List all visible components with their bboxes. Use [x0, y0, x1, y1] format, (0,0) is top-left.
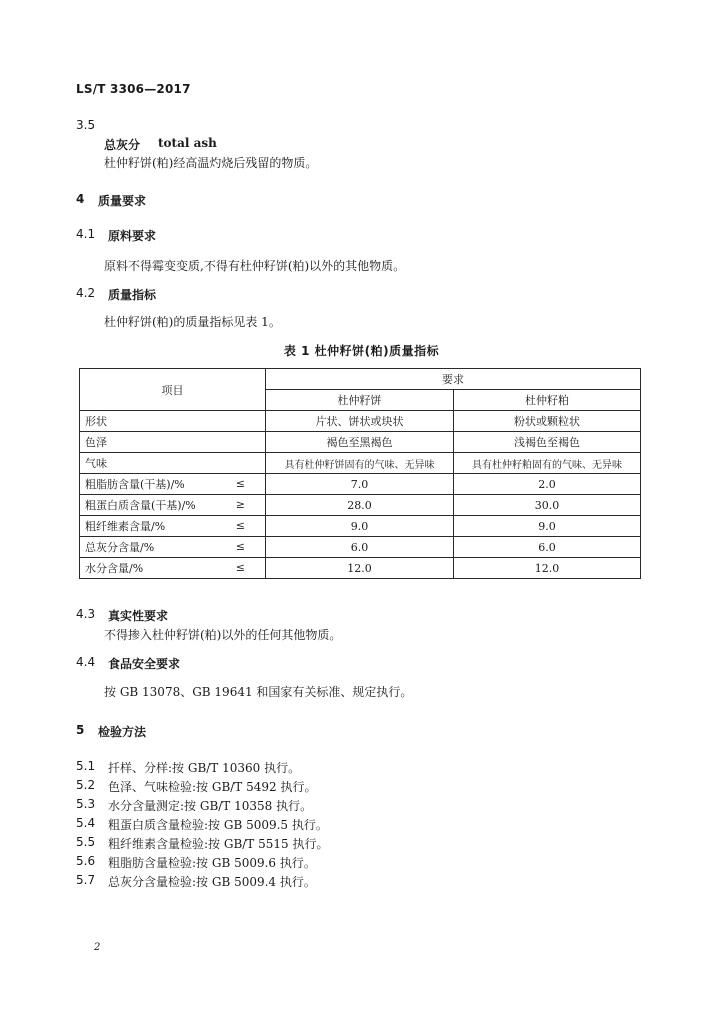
clause-4-3-text: 不得掺入杜仲籽饼(粕)以外的任何其他物质。	[104, 628, 342, 642]
method-number: 5.1	[76, 759, 96, 773]
method-text: 色泽、气味检验:按 GB/T 5492 执行。	[108, 780, 317, 794]
row-meal-value: 12.0	[454, 558, 641, 579]
row-meal-value: 浅褐色至褐色	[454, 432, 641, 453]
clause-4-2-title: 质量指标	[108, 288, 157, 302]
clause-4-4-title: 食品安全要求	[108, 657, 181, 671]
table-row	[80, 453, 641, 474]
row-meal-value: 具有杜仲籽粕固有的气味、无异味	[454, 453, 641, 474]
table-header-cake: 杜仲籽饼	[266, 390, 454, 411]
section-4-number: 4	[76, 192, 85, 206]
comparison-symbol: ≥	[235, 498, 245, 511]
row-item: 水分含量/%	[85, 562, 144, 575]
clause-4-1-number: 4.1	[76, 227, 96, 241]
row-cake-value: 28.0	[266, 495, 454, 516]
table-row	[80, 558, 641, 579]
method-text: 粗脂肪含量检验:按 GB 5009.6 执行。	[108, 856, 316, 870]
method-number: 5.5	[76, 835, 96, 849]
row-item: 粗纤维素含量/%	[85, 520, 166, 533]
row-cake-value: 7.0	[266, 474, 454, 495]
row-item: 色泽	[85, 436, 107, 449]
method-text: 粗蛋白质含量检验:按 GB 5009.5 执行。	[108, 818, 328, 832]
row-meal-value: 2.0	[454, 474, 641, 495]
clause-4-1-title: 原料要求	[108, 229, 157, 243]
row-item: 形状	[85, 415, 107, 428]
table-header-meal: 杜仲籽粕	[454, 390, 641, 411]
section-4-title: 质量要求	[98, 194, 147, 208]
table-row	[80, 516, 641, 537]
page-number: 2	[94, 942, 101, 953]
row-meal-value: 30.0	[454, 495, 641, 516]
row-item: 粗脂肪含量(干基)/%	[85, 478, 185, 491]
comparison-symbol: ≤	[235, 477, 245, 490]
clause-4-2-text: 杜仲籽饼(粕)的质量指标见表 1。	[104, 315, 281, 329]
term-english: total ash	[158, 136, 217, 150]
clause-4-3-number: 4.3	[76, 607, 96, 621]
row-item: 气味	[85, 457, 107, 470]
clause-4-4-number: 4.4	[76, 655, 96, 669]
table-row	[80, 411, 641, 432]
row-cake-value: 9.0	[266, 516, 454, 537]
row-item: 总灰分含量/%	[85, 541, 155, 554]
row-meal-value: 粉状或颗粒状	[454, 411, 641, 432]
clause-4-1-text: 原料不得霉变变质,不得有杜仲籽饼(粕)以外的其他物质。	[104, 259, 406, 273]
clause-4-2-number: 4.2	[76, 286, 96, 300]
method-number: 5.2	[76, 778, 96, 792]
quality-index-table	[79, 368, 641, 579]
method-text: 粗纤维素含量检验:按 GB/T 5515 执行。	[108, 837, 329, 851]
comparison-symbol: ≤	[235, 540, 245, 553]
term-definition: 杜仲籽饼(粕)经高温灼烧后残留的物质。	[104, 156, 318, 170]
comparison-symbol: ≤	[235, 561, 245, 574]
table-row	[80, 474, 641, 495]
row-cake-value: 具有杜仲籽饼固有的气味、无异味	[266, 453, 454, 474]
row-cake-value: 6.0	[266, 537, 454, 558]
table-row	[80, 537, 641, 558]
table-row	[80, 432, 641, 453]
table-caption: 表 1 杜仲籽饼(粕)质量指标	[283, 344, 440, 358]
document-code: LS/T 3306—2017	[76, 82, 191, 96]
row-cake-value: 褐色至黑褐色	[266, 432, 454, 453]
clause-4-3-title: 真实性要求	[108, 609, 169, 623]
section-5-title: 检验方法	[98, 725, 147, 739]
row-cake-value: 片状、饼状或块状	[266, 411, 454, 432]
method-number: 5.6	[76, 854, 96, 868]
row-meal-value: 9.0	[454, 516, 641, 537]
clause-3-5-number: 3.5	[76, 118, 96, 132]
table-row	[80, 495, 641, 516]
clause-4-4-text: 按 GB 13078、GB 19641 和国家有关标准、规定执行。	[104, 685, 413, 699]
method-number: 5.3	[76, 797, 96, 811]
row-cake-value: 12.0	[266, 558, 454, 579]
method-text: 水分含量测定:按 GB/T 10358 执行。	[108, 799, 313, 813]
term-chinese: 总灰分	[104, 138, 141, 152]
method-number: 5.4	[76, 816, 96, 830]
row-item: 粗蛋白质含量(干基)/%	[85, 499, 196, 512]
section-5-number: 5	[76, 723, 85, 737]
method-text: 扦样、分样:按 GB/T 10360 执行。	[108, 761, 301, 775]
table-header-item: 项目	[80, 369, 266, 411]
row-meal-value: 6.0	[454, 537, 641, 558]
method-text: 总灰分含量检验:按 GB 5009.4 执行。	[108, 875, 316, 889]
table-header-requirement: 要求	[266, 369, 641, 390]
method-number: 5.7	[76, 873, 96, 887]
comparison-symbol: ≤	[235, 519, 245, 532]
